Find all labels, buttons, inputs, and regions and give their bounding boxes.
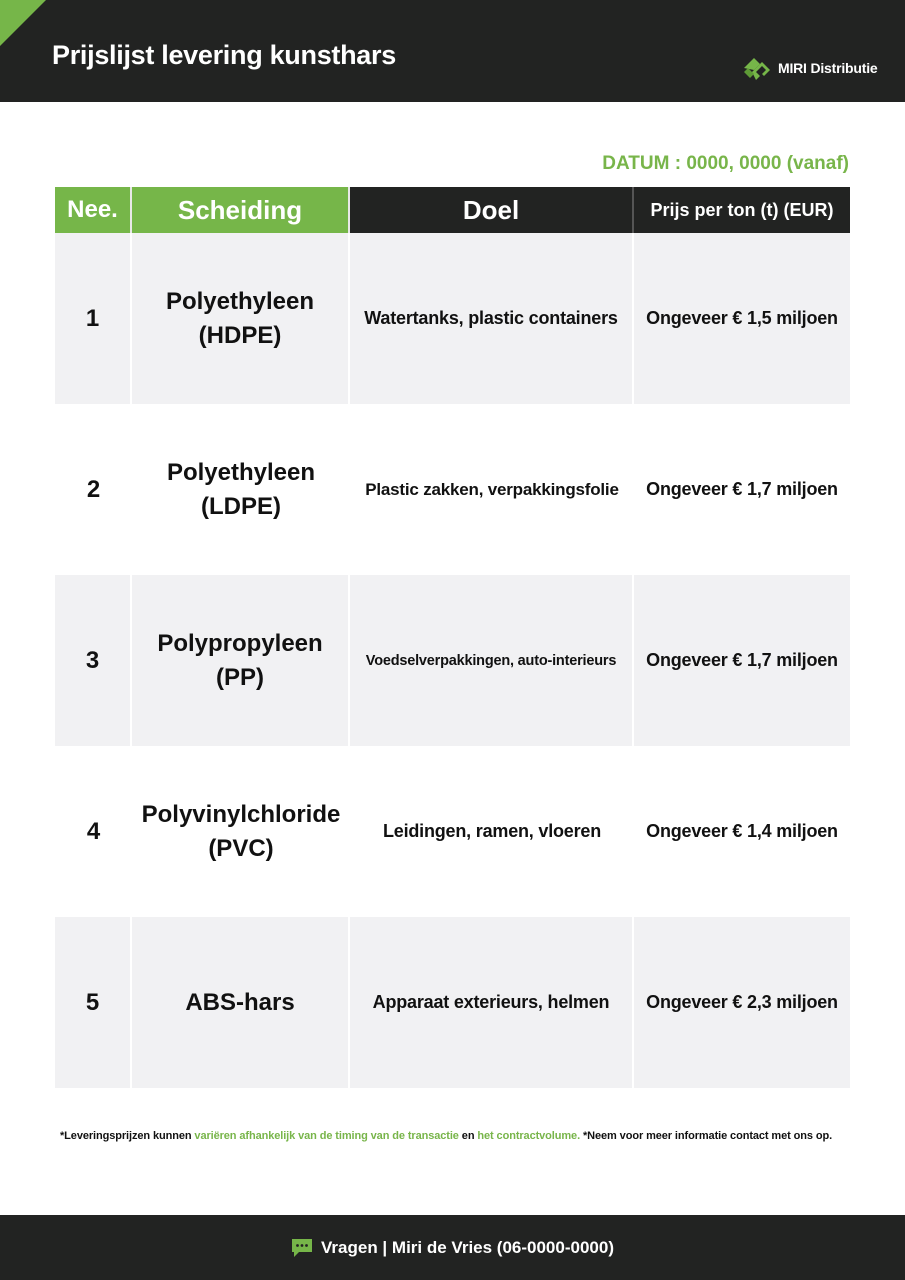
row-number: 2 <box>86 475 101 503</box>
resin-name-line1: Polyethyleen <box>166 458 316 486</box>
table-header <box>55 187 850 233</box>
header-price: Prijs per ton (t) (EUR) <box>634 187 850 233</box>
row-price: Ongeveer € 2,3 miljoen <box>646 992 838 1012</box>
footnote-highlight-2: het contractvolume. <box>477 1130 581 1142</box>
row-purpose: Leidingen, ramen, vloeren <box>382 821 602 841</box>
resin-name-line2: (PVC) <box>208 834 274 862</box>
row-purpose: Voedselverpakkingen, auto-interieurs <box>350 575 634 746</box>
row-number: 3 <box>55 575 132 746</box>
header-purpose: Doel <box>350 187 634 233</box>
row-price: Ongeveer € 1,4 miljoen <box>646 821 838 841</box>
resin-name-line1: ABS-hars <box>185 988 295 1016</box>
resin-name-line1: Polypropyleen <box>157 629 323 657</box>
row-purpose: Apparaat exterieurs, helmen <box>350 917 634 1088</box>
table-row <box>55 917 850 1088</box>
resin-name-line1: Polyvinylchloride <box>141 800 341 828</box>
brand-logo <box>742 54 877 82</box>
table-row <box>55 233 850 404</box>
chat-icon <box>291 1238 313 1258</box>
header-separation: Scheiding <box>132 187 350 233</box>
contact-info: Vragen | Miri de Vries (06-0000-0000) <box>321 1237 614 1257</box>
page-title: Prijslijst levering kunsthars <box>52 40 396 70</box>
table-row <box>55 575 850 746</box>
table-row <box>55 746 850 917</box>
brand-name: MIRI Distributie <box>778 60 878 76</box>
row-resin-name <box>132 917 350 1088</box>
table-row <box>55 404 850 575</box>
page-footer <box>0 1215 905 1280</box>
footnote-highlight-1: variëren afhankelijk van de timing van de transactie <box>194 1130 459 1142</box>
resin-name-line2: (HDPE) <box>198 321 282 349</box>
header-number: Nee. <box>55 187 132 233</box>
row-number: 5 <box>55 917 132 1088</box>
page-header <box>0 0 905 102</box>
corner-accent <box>0 0 46 46</box>
row-number: 4 <box>86 817 101 845</box>
row-resin-name <box>132 746 350 917</box>
row-price: Ongeveer € 1,5 miljoen <box>646 308 838 328</box>
row-purpose: Plastic zakken, verpakkingsfolie <box>365 479 619 499</box>
row-price: Ongeveer € 1,7 miljoen <box>646 479 838 499</box>
row-price: Ongeveer € 1,7 miljoen <box>646 650 838 670</box>
row-resin-name <box>132 233 350 404</box>
row-purpose: Watertanks, plastic containers <box>350 233 634 404</box>
footnote-text-1: *Leveringsprijzen kunnen <box>60 1130 195 1142</box>
footnote <box>60 1130 832 1142</box>
row-number: 1 <box>55 233 132 404</box>
price-table <box>55 187 850 1088</box>
row-resin-name <box>132 404 350 575</box>
footnote-text-3: *Neem voor meer informatie contact met ons op. <box>580 1130 833 1142</box>
date-label: DATUM : 0000, 0000 (vanaf) <box>602 153 849 174</box>
resin-name-line2: (LDPE) <box>201 492 281 520</box>
resin-name-line2: (PP) <box>216 663 264 691</box>
resin-name-line1: Polyethyleen <box>165 287 315 315</box>
footnote-text-2: en <box>458 1130 478 1142</box>
miri-logo-icon <box>742 54 772 82</box>
row-resin-name <box>132 575 350 746</box>
